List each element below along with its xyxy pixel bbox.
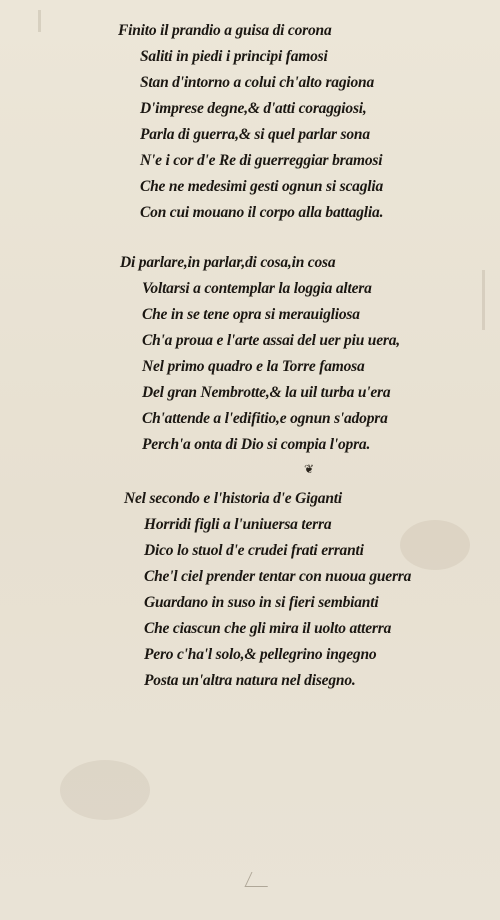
verse-line: Stan d'intorno a colui ch'alto ragiona — [140, 74, 375, 91]
ink-tick-mark — [245, 872, 275, 887]
verse-line: Che in se tene opra si merauigliosa — [142, 306, 360, 323]
verse-line: Con cui mouano il corpo alla battaglia. — [140, 204, 384, 221]
verse-line: D'imprese degne,& d'atti coraggiosi, — [140, 100, 367, 117]
verse-line: Che ne medesimi gesti ognun si scaglia — [140, 178, 384, 195]
ornament-icon: ❦ — [304, 462, 315, 476]
verse-line: Di parlare,in parlar,di cosa,in cosa — [120, 254, 336, 271]
verse-line: Horridi figli a l'uniuersa terra — [144, 516, 332, 533]
verse-line: Che ciascun che gli mira il uolto atterra — [144, 620, 392, 637]
page-edge-right — [482, 270, 485, 330]
verse-line: Saliti in piedi i principi famosi — [140, 48, 328, 65]
page-edge-left — [38, 10, 41, 32]
verse-line: Finito il prandio a guisa di corona — [118, 22, 332, 39]
verse-line: Voltarsi a contemplar la loggia altera — [142, 280, 372, 297]
verse-line: Ch'attende a l'edifitio,e ognun s'adopra — [142, 410, 388, 427]
verse-line: Ch'a proua e l'arte assai del uer piu uera, — [142, 332, 400, 349]
paper-stain — [60, 760, 150, 820]
verse-line: Posta un'altra natura nel disegno. — [144, 672, 356, 689]
verse-line: Perch'a onta di Dio si compia l'opra. — [142, 436, 371, 453]
verse-line: Parla di guerra,& si quel parlar sona — [140, 126, 370, 143]
verse-line: Guardano in suso in si fieri sembianti — [144, 594, 379, 611]
verse-line: Del gran Nembrotte,& la uil turba u'era — [142, 384, 391, 401]
verse-line: Che'l ciel prender tentar con nuoua guerra — [144, 568, 412, 585]
verse-line: Pero c'ha'l solo,& pellegrino ingegno — [144, 646, 377, 663]
verse-line: N'e i cor d'e Re di guerreggiar bramosi — [140, 152, 383, 169]
paper-stain — [400, 520, 470, 570]
verse-line: Dico lo stuol d'e crudei frati erranti — [144, 542, 364, 559]
verse-line: Nel primo quadro e la Torre famosa — [142, 358, 365, 375]
verse-line: Nel secondo e l'historia d'e Giganti — [124, 490, 342, 507]
